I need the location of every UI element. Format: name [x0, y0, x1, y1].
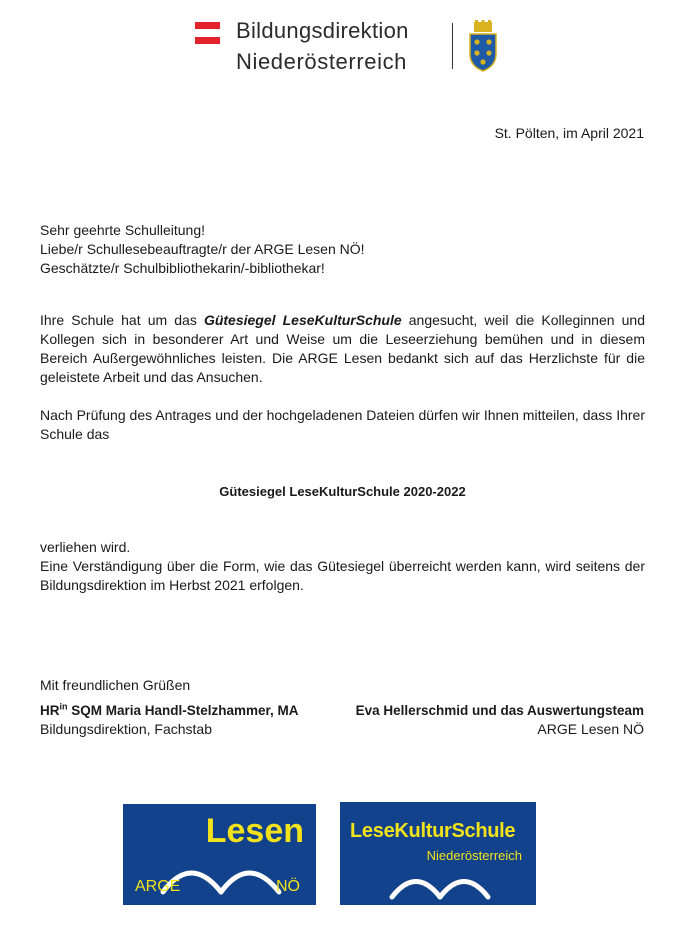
logo-lesen-text: Lesen — [205, 812, 304, 850]
paragraph-text: angesucht, weil die Kolleginnen und Kollegen sich in besonderer Art und Weise um die Leseerziehung bemühen und in diesem Bereich Außergewöhnliches leisten. Die ARGE Lesen bedankt sich auf das Herzlichste für die geleistete Arbeit und das Ansuchen. — [40, 312, 645, 385]
lower-austria-coat-of-arms-icon — [468, 20, 498, 72]
paragraph-application — [40, 311, 645, 387]
signer-role-left: Bildungsdirektion, Fachstab — [40, 721, 212, 737]
org-name-line1: Bildungsdirektion — [236, 18, 409, 43]
logo-noe-text: NÖ — [276, 878, 300, 895]
arge-lesen-logo — [123, 804, 316, 905]
paragraph-text: verliehen wird. — [40, 539, 131, 555]
greeting-line: Sehr geehrte Schulleitung! — [40, 222, 205, 238]
emphasis-award-name: Gütesiegel LeseKulturSchule — [203, 312, 402, 328]
lesekulturschule-logo — [340, 802, 536, 905]
paragraph-text: Nach Prüfung des Antrages und der hochgeladenen Dateien dürfen wir Ihnen mitteilen, dass Ihrer Schule das — [40, 407, 645, 442]
header-divider — [452, 23, 453, 69]
logo-lks-subtitle: Niederösterreich — [426, 848, 522, 863]
signature-right — [356, 701, 644, 739]
paragraph-awarded — [40, 538, 645, 595]
signer-name-right: Eva Hellerschmid und das Auswertungsteam — [355, 703, 644, 718]
greeting-line: Geschätzte/r Schulbibliothekarin/-bibliothekar! — [40, 260, 325, 276]
paragraph-text: Eine Verständigung über die Form, wie das Gütesiegel überreicht werden kann, wird seitens der Bildungsdirektion im Herbst 2021 erfolgen. — [40, 558, 645, 593]
greeting-line: Liebe/r Schullesebeauftragte/r der ARGE Lesen NÖ! — [40, 241, 365, 257]
logo-arge-text: ARGE — [135, 878, 181, 895]
signer-name-left: $HR^{in}$ SQM Maria Handl-Stelzhammer, MA — [40, 701, 299, 718]
paragraph-result — [40, 406, 645, 444]
org-name-line2: Niederösterreich — [236, 49, 408, 74]
letter-date: St. Pölten, im April 2021 — [494, 125, 644, 141]
logo-lks-text: LeseKulturSchule — [350, 820, 516, 842]
award-title: Gütesiegel LeseKulturSchule 2020-2022 — [219, 484, 466, 499]
paragraph-text: Ihre Schule hat um das — [40, 312, 204, 328]
signer-role-right: ARGE Lesen NÖ — [537, 721, 644, 737]
closing: Mit freundlichen Grüßen — [40, 677, 191, 693]
austria-flag-icon — [195, 22, 220, 44]
signature-left — [40, 701, 299, 739]
greetings — [40, 221, 365, 278]
